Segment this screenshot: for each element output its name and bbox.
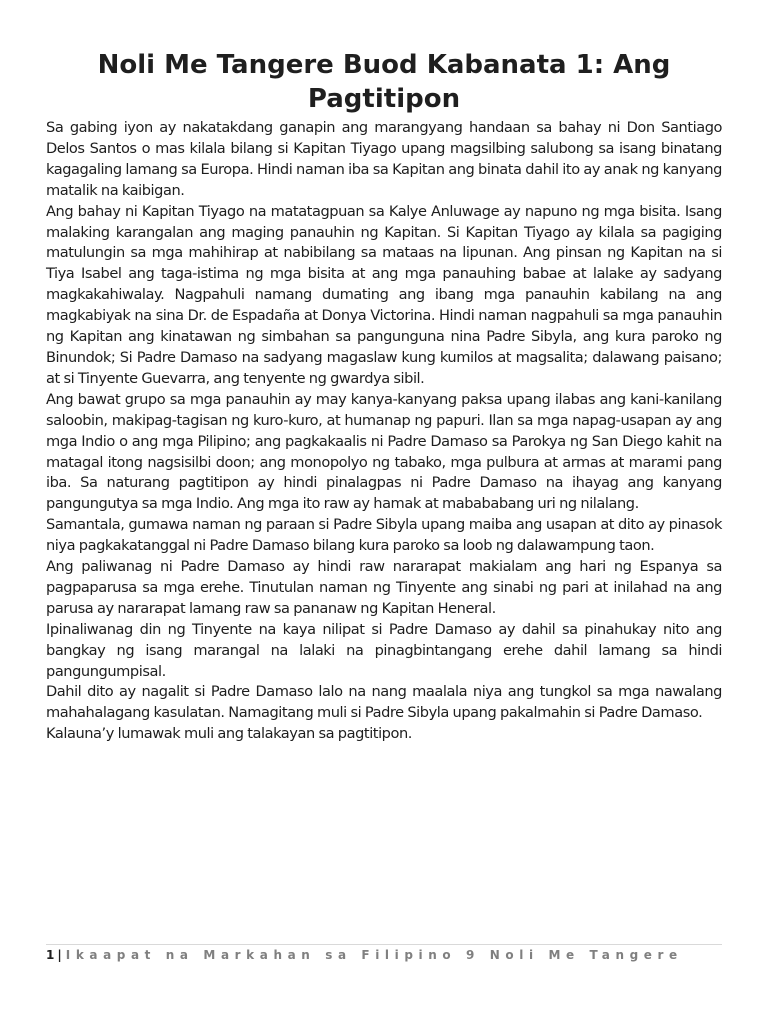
title-line-1: Noli Me Tangere Buod Kabanata 1: Ang [97,50,671,80]
paragraph: Dahil dito ay nagalit si Padre Damaso lalo na nang maalala niya ang tungkol sa mga nawalang mahahalagang kasulatan. Namagitang muli si Padre Sibyla upang pakalmahin si Padre Damaso. [46,683,722,722]
page-footer [46,944,722,963]
footer-text: Ikaapat na Markahan sa Filipino 9 Noli Me Tangere [65,948,683,962]
page-number: 1 [46,948,55,962]
title-line-2: Pagtitipon [307,84,461,114]
document-body [46,118,722,745]
document-page [46,48,722,745]
paragraph: Kalauna’y lumawak muli ang talakayan sa pagtitipon. [46,725,412,743]
paragraph: Ang paliwanag ni Padre Damaso ay hindi raw nararapat makialam ang hari ng Espanya sa pagpaparusa sa mga erehe. Tinutulan naman ng Tinyente ang sinabi ng pari at inilahad na ang parusa ay nararapat lamang raw sa pananaw ng Kapitan Heneral. [46,558,722,617]
paragraph: Samantala, gumawa naman ng paraan si Padre Sibyla upang maiba ang usapan at dito ay pinasok niya pagkakatanggal ni Padre Damaso bilang kura paroko sa loob ng dalawampung taon. [46,516,722,555]
paragraph: Ipinaliwanag din ng Tinyente na kaya nilipat si Padre Damaso ay dahil sa pinahukay nito ang bangkay ng isang marangal na lalaki na pinagbintangang erehe dahil lamang sa hindi pangungumpisal. [46,620,722,680]
footer-separator: | [57,948,62,962]
document-title [46,48,722,116]
paragraph: Ang bahay ni Kapitan Tiyago na matatagpuan sa Kalye Anluwage ay napuno ng mga bisita. Isang malaking karangalan ang maging panauhin ng Kapitan. Si Kapitan Tiyago ay kilala sa pagiging matulungin sa mga mahihirap at nabibilang sa mataas na lipunan. Ang pinsan ng Kapitan na si Tiya Isabel ang taga-istima ng mga bisita at ang mga panauhing babae at lalake ay sadyang magkakahiwalay. Nagpahuli namang dumating ang ibang mga panauhin kabilang na ang magkabiyak na sina Dr. de Espadaña at Donya Victorina. Hindi naman nagpahuli sa mga panauhin ng Kapitan ang kinatawan ng simbahan sa pangunguna nina Padre Sibyla, ang kura paroko ng Binundok; Si Padre Damaso na sadyang magaslaw kung kumilos at magsalita; dalawang paisano; at si Tinyente Guevarra, ang tenyente ng gwardya sibil. [46,202,722,387]
paragraph: Ang bawat grupo sa mga panauhin ay may kanya-kanyang paksa upang ilabas ang kani-kanilang saloobin, makipag-tagisan ng kuro-kuro, at humanap ng papuri. Ilan sa mga napag-usapan ay ang mga Indio o ang mga Pilipino; ang pagkakaalis ni Padre Damaso sa Parokya ng San Diego kahit na matagal itong nagsisilbi doon; ang monopolyo ng tabako, mga pulbura at armas at marami pang iba. Sa naturang pagtitipon ay hindi pinalagpas ni Padre Damaso na ihayag ang kanyang pangungutya sa mga Indio. Ang mga ito raw ay hamak at mabababang uri ng nilalang. [46,390,722,513]
paragraph: Sa gabing iyon ay nakatakdang ganapin ang marangyang handaan sa bahay ni Don Santiago Delos Santos o mas kilala bilang si Kapitan Tiyago upang magsilbing salubong sa isang binatang kagagaling lamang sa Europa. Hindi naman iba sa Kapitan ang binata dahil ito ay anak ng kanyang matalik na kaibigan. [46,119,722,199]
